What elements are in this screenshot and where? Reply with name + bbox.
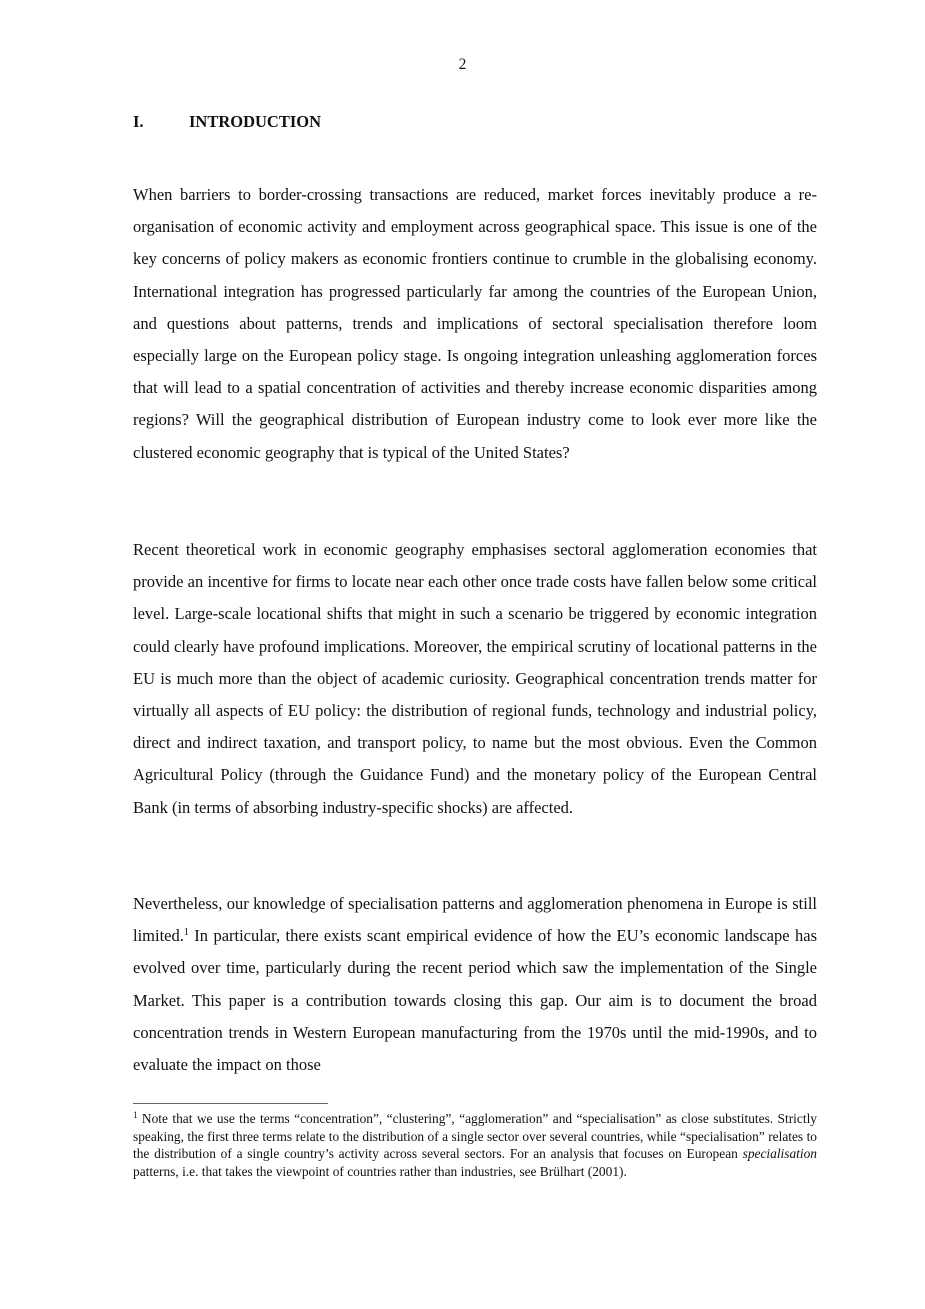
paragraph-3-text-a: Nevertheless, our knowledge of specialisation patterns and agglomeration phenomena in Europe is still limited. (133, 894, 817, 946)
footnote-reference[interactable]: 1 (183, 927, 189, 939)
section-number: I. (133, 112, 144, 131)
page-number: 2 (458, 56, 467, 73)
paragraph-2: Recent theoretical work in economic geography emphasises sectoral agglomeration economies that provide an incentive for firms to locate near each other once trade costs have fallen below some critical level. Large-scale locational shifts that might in such a scenario be triggered by economic integration could clearly have profound implications. Moreover, the empirical scrutiny of locational patterns in the EU is much more than the object of academic curiosity. Geographical concentration trends matter for virtually all aspects of EU policy: the distribution of regional funds, technology and industrial policy, direct and indirect taxation, and transport policy, to name but the most obvious. Even the Common Agricultural Policy (through the Guidance Fund) and the monetary policy of the European Central Bank (in terms of absorbing industry-specific shocks) are affected. (133, 540, 817, 817)
paragraph-1: When barriers to border-crossing transactions are reduced, market forces inevitably produce a re-organisation of economic activity and employment across geographical space. This issue is one of the key concerns of policy makers as economic frontiers continue to crumble in the globalising economy. International integration has progressed particularly far among the countries of the European Union, and questions about patterns, trends and implications of sectoral specialisation therefore loom especially large on the European policy stage. Is ongoing integration unleashing agglomeration forces that will lead to a spatial concentration of activities and thereby increase economic disparities among regions? Will the geographical distribution of European industry come to look ever more like the clustered economic geography that is typical of the United States? (133, 185, 817, 462)
section-title: INTRODUCTION (189, 112, 322, 131)
paragraph-3-text-b: In particular, there exists scant empirical evidence of how the EU’s economic landscape has evolved over time, particularly during the recent period which saw the implementation of the Single Market. This paper is a contribution towards closing this gap. Our aim is to document the broad concentration trends in Western European manufacturing from the 1970s until the mid-1990s, and to evaluate the impact on those (133, 926, 817, 1075)
section-heading (133, 112, 321, 132)
footnote-1 (133, 1110, 817, 1180)
footnote-emphasis: specialisation (742, 1146, 817, 1162)
footnote-text-b: patterns, i.e. that takes the viewpoint of countries rather than industries, see Brülhart (2001). (133, 1163, 627, 1179)
footnote-marker: 1 (133, 1110, 138, 1120)
footnote-divider (133, 1103, 328, 1104)
footnote-text-a: Note that we use the terms “concentration”, “clustering”, “agglomeration” and “specialisation” as close substitutes. Strictly speaking, the first three terms relate to the distribution of a single sector over several countries, while “specialisation” relates to the distribution of a single country’s activity across several sectors. For an analysis that focuses on European (133, 1111, 817, 1162)
paragraph-3 (133, 888, 817, 1081)
